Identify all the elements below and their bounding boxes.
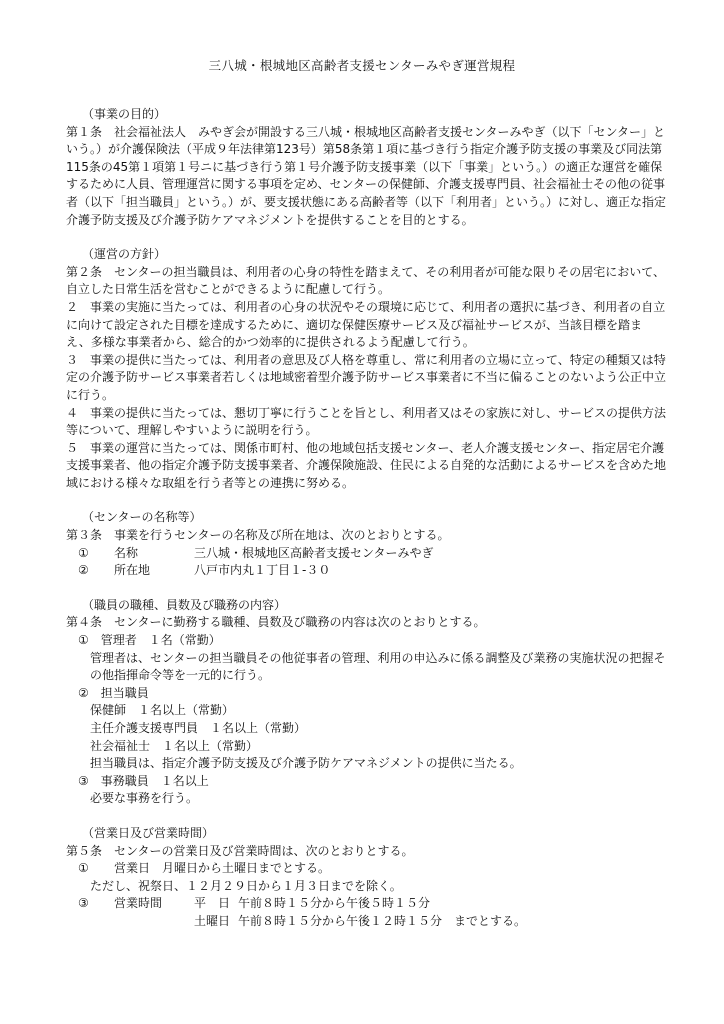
article-4-staff-line-social-worker: 社会福祉士 １名以上（常勤） <box>90 738 259 753</box>
item-value: 三八城・根城地区高齢者支援センターみやぎ <box>194 545 434 560</box>
article-2-paragraph-1: 第２条 センターの担当職員は、利用者の心身の特性を踏まえて、その利用者が可能な限りその居宅において、自立した日常生活を営むことができるように配慮して行う。 <box>66 264 666 297</box>
article-5-item-hours-saturday <box>66 913 666 931</box>
article-4-item-clerk-description: 必要な事務を行う。 <box>90 791 199 806</box>
item-label: 名称 <box>114 545 139 560</box>
item-number: ② <box>78 563 89 578</box>
item-text: 営業日 月曜日から土曜日までとする。 <box>114 861 331 876</box>
document-title: 三八城・根城地区高齢者支援センターみやぎ運営規程 <box>208 58 516 73</box>
article-2-paragraph-4: ４ 事業の提供に当たっては、懇切丁寧に行うことを旨とし、利用者又はその家族に対し、サービスの提供方法等について、理解しやすいように説明を行う。 <box>66 405 667 438</box>
article-4-staff-line-care-manager: 主任介護支援専門員 １名以上（常勤） <box>90 721 307 735</box>
document-body <box>66 106 666 931</box>
item-value: 八戸市内丸１丁目１-３０ <box>194 563 331 578</box>
weekday-label: 平 日 <box>194 896 231 911</box>
article-1-text: 第１条 社会福祉法人 みやぎ会が開設する三八城・根城地区高齢者支援センターみやぎ（以下「センター」という。）が介護保険法（平成９年法律第123号）第58条第１項に基づき行う指定介護予防支援の事業及び同法第115条の45第１項第１号ニに基づき行う第１号介護予防支援事業（以下「事業」という。）の適正な運営を確保するために人員、管理運営に関する事項を定め、センターの保健師、介護支援専門員、社会福祉士その他の従事者（以下「担当職員」という。）が、要支援状態にある高齢者等（以下「利用者」という。）に対し、適正な指定介護予防支援及び介護予防ケアマネジメントを提供することを目的とする。 <box>66 124 667 227</box>
saturday-label: 土曜日 <box>194 913 231 928</box>
article-2-paragraph-5: ５ 事業の運営に当たっては、関係市町村、他の地域包括支援センター、老人介護支援センター、指定居宅介護支援事業者、他の指定介護予防支援事業者、介護保険施設、住民による自発的な活動によるサービスを含めた地域における様々な取組を行う者等との連携に努める。 <box>66 440 667 490</box>
section-heading-policy: （運営の方針） <box>82 247 167 262</box>
article-4-item-clerk-heading: ③ 事務職員 １名以上 <box>78 773 209 788</box>
item-label: 所在地 <box>114 563 151 578</box>
article-3-item-name <box>66 545 666 563</box>
article-3-text: 第３条 事業を行うセンターの名称及び所在地は、次のとおりとする。 <box>66 528 450 543</box>
section-heading-staff: （職員の職種、員数及び職務の内容） <box>82 597 287 612</box>
article-5-item-hours <box>66 895 666 913</box>
section-heading-hours: （営業日及び営業時間） <box>82 825 215 840</box>
saturday-hours: 午前８時１５分から午後１２時１５分 までとする。 <box>238 913 527 928</box>
article-4-item-manager-heading: ① 管理者 １名（常勤） <box>78 633 221 648</box>
article-2-paragraph-2: ２ 事業の実施に当たっては、利用者の心身の状況やその環境に応じて、利用者の選択に基づき、利用者の自立に向けて設定された目標を達成するために、適切な保健医療サービス及び福祉サービスが、当該目標を踏まえ、多様な事業者から、総合的かつ効率的に提供されるよう配慮して行う。 <box>66 299 666 350</box>
article-5-text: 第５条 センターの営業日及び営業時間は、次のとおりとする。 <box>66 843 414 858</box>
item-number: ① <box>78 545 89 560</box>
weekday-hours: 午前８時１５分から午後５時１５分 <box>238 896 431 911</box>
item-number: ③ <box>78 896 89 911</box>
article-4-text: 第４条 センターに勤務する職種、員数及び職務の内容は次のとおりとする。 <box>66 615 486 630</box>
article-4-item-manager-description: 管理者は、センターの担当職員その他従事者の管理、利用の申込みに係る調整及び業務の実施状況の把握その他指揮命令等を一元的に行う。 <box>90 650 666 683</box>
section-heading-name: （センターの名称等） <box>82 510 202 525</box>
article-4-item-staff-description: 担当職員は、指定介護予防支援及び介護予防ケアマネジメントの提供に当たる。 <box>90 756 522 771</box>
item-label: 営業時間 <box>114 896 163 911</box>
article-5-item-days-note: ただし、祝祭日、１２月２９日から１月３日までを除く。 <box>90 878 402 893</box>
article-4-item-staff-heading: ② 担当職員 <box>78 685 149 700</box>
article-3-item-address <box>66 562 666 580</box>
article-4-staff-line-nurse: 保健師 １名以上（常勤） <box>90 703 235 718</box>
article-2-paragraph-3: ３ 事業の提供に当たっては、利用者の意思及び人格を尊重し、常に利用者の立場に立って、特定の種類又は特定の介護予防サービス事業者若しくは地域密着型介護予防サービス事業者に不当に偏ることのないよう公正中立に行う。 <box>66 352 667 402</box>
article-5-item-days <box>66 860 666 878</box>
section-heading-purpose: （事業の目的） <box>82 107 167 121</box>
item-number: ① <box>78 861 89 876</box>
